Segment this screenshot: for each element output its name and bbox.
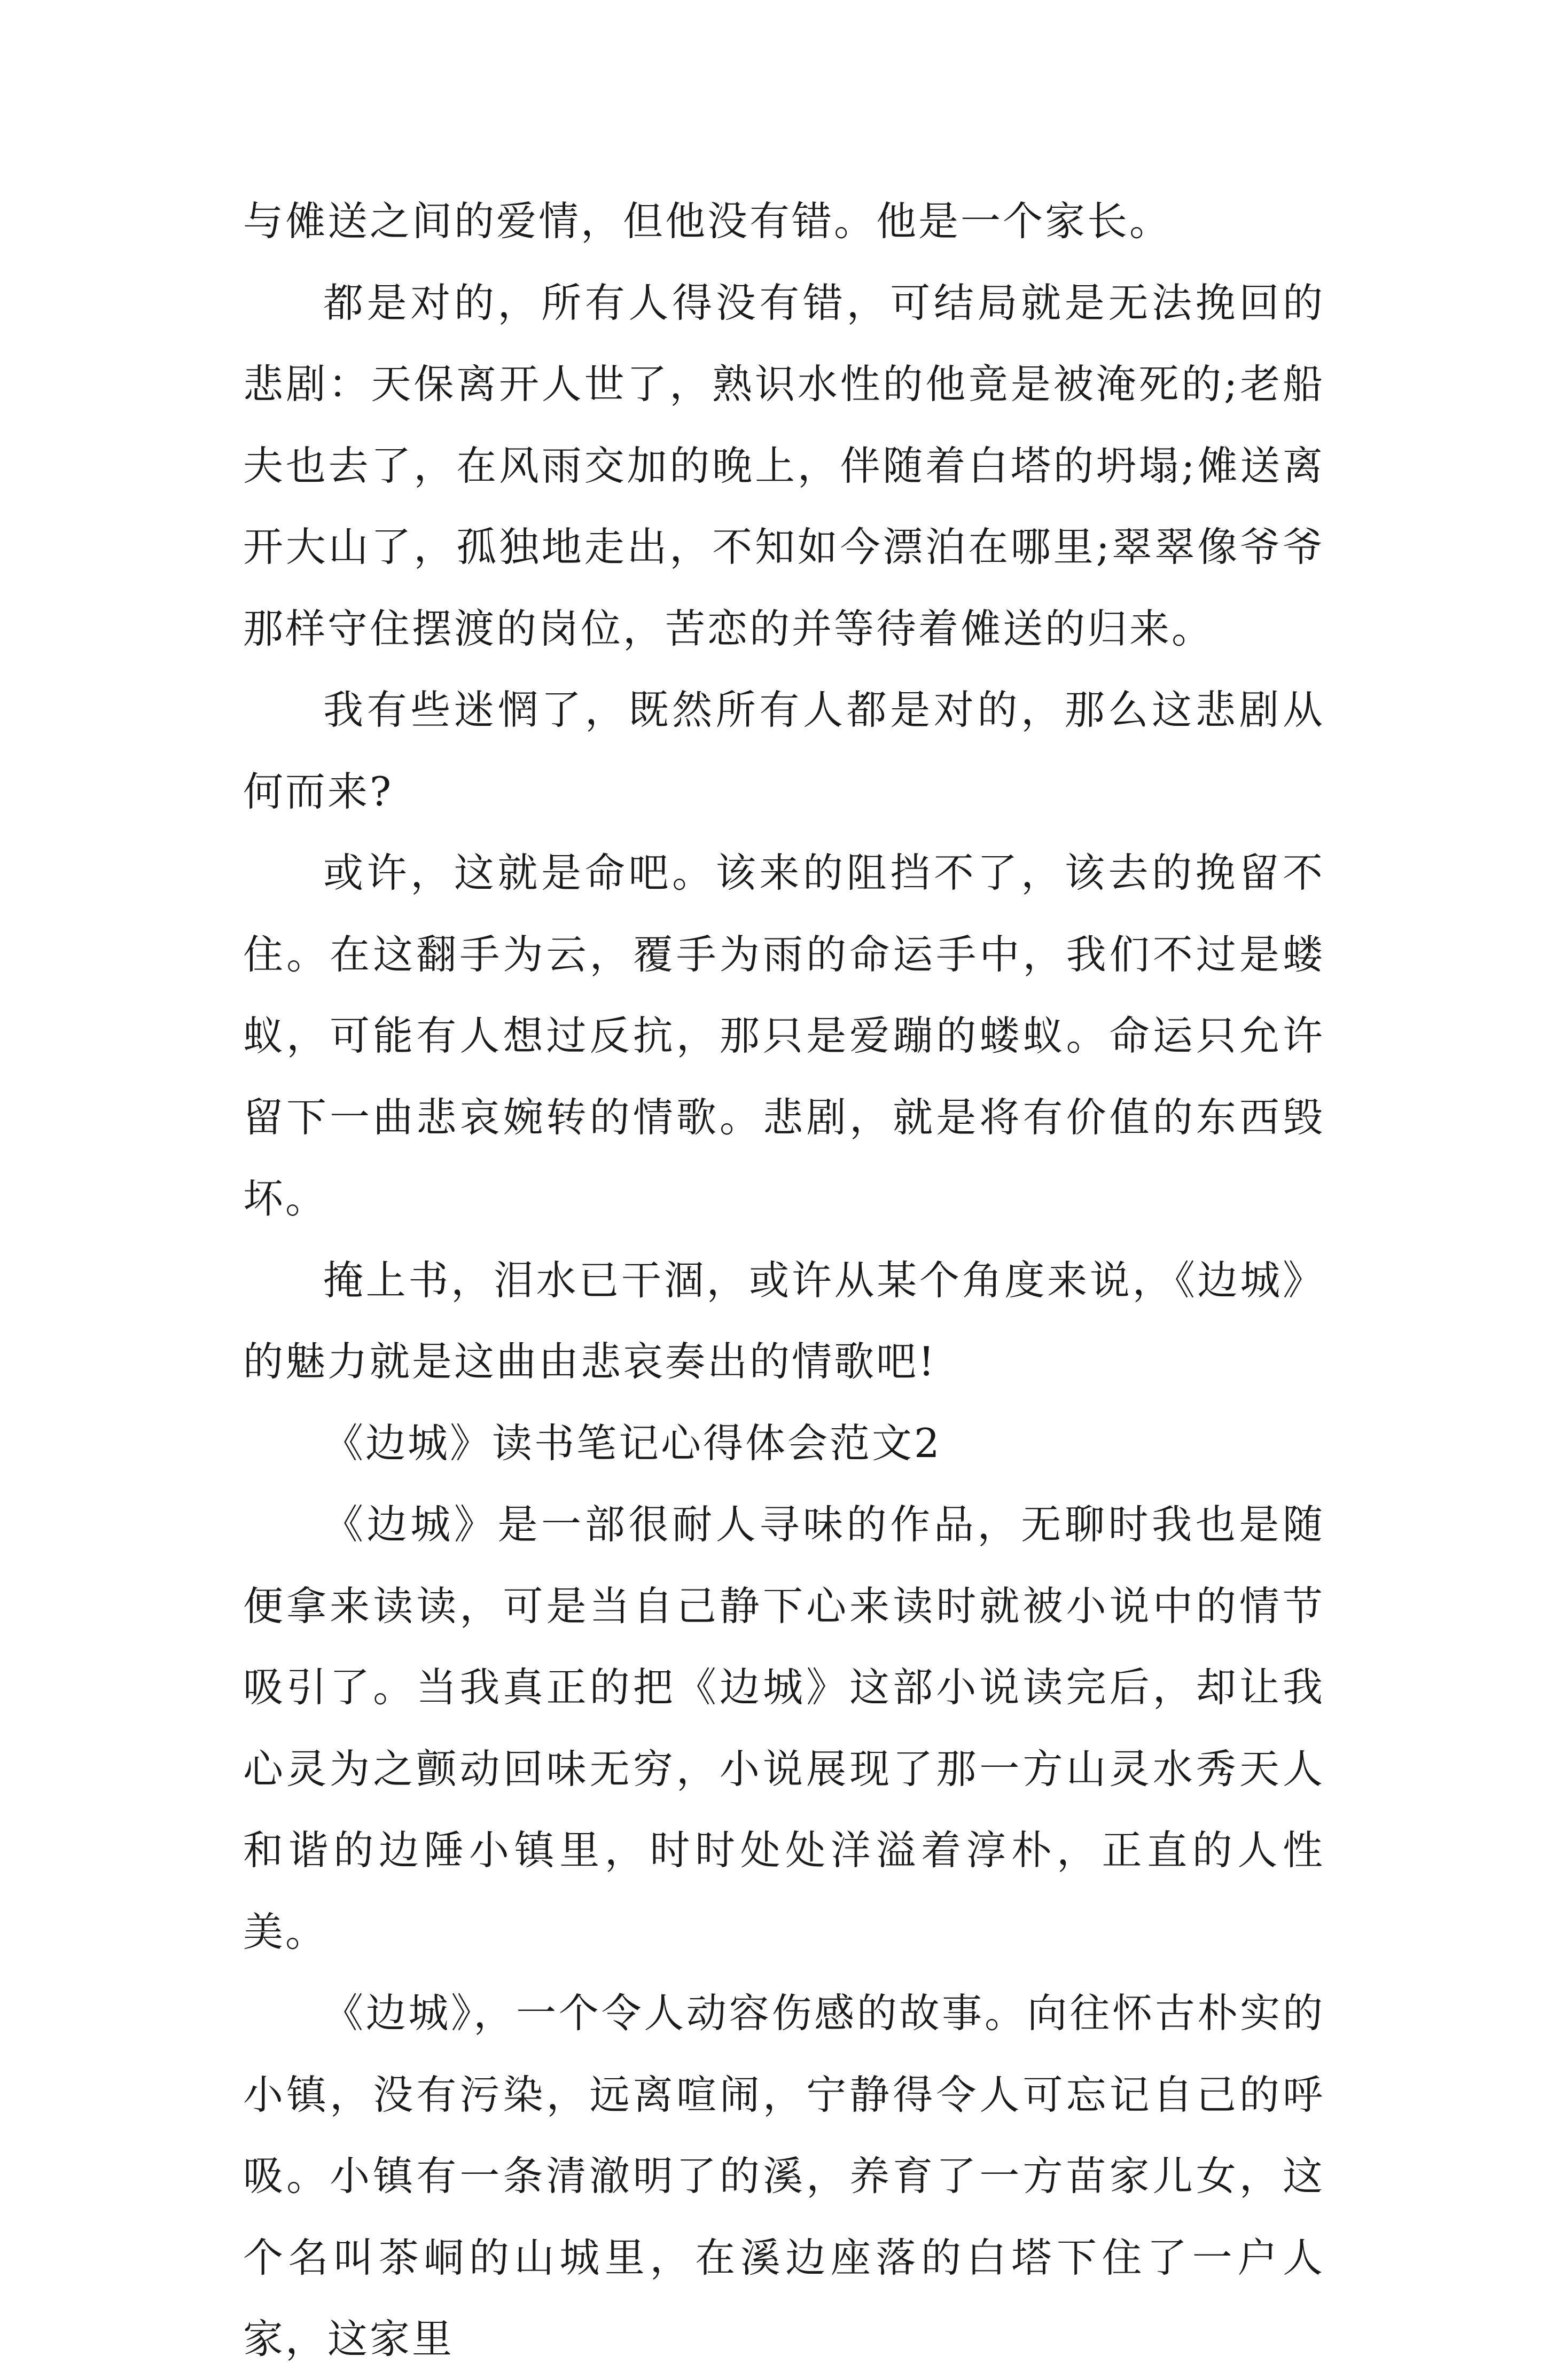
paragraph: 或许，这就是命吧。该来的阻挡不了，该去的挽留不住。在这翻手为云，覆手为雨的命运手中，我们不过是蝼蚁，可能有人想过反抗，那只是爱蹦的蝼蚁。命运只允许留下一曲悲哀婉转的情歌。悲剧，就是将有价值的东西毁坏。 [243,849,1325,1222]
paragraph: 《边城》，一个令人动容伤感的故事。向往怀古朴实的小镇，没有污染，远离喧闹，宁静得令人可忘记自己的呼吸。小镇有一条清澈明了的溪，养育了一方苗家儿女，这个名叫茶峒的山城里，在溪边座落的白塔下住了一户人家，这家里 [243,1990,1325,2362]
document-body [243,181,1325,2380]
paragraph: 《边城》是一部很耐人寻味的作品，无聊时我也是随便拿来读读，可是当自己静下心来读时就被小说中的情节吸引了。当我真正的把《边城》这部小说读完后，却让我心灵为之颤动回味无穷，小说展现了那一方山灵水秀天人和谐的边陲小镇里，时时处处洋溢着淳朴，正直的人性美。 [243,1501,1325,1955]
section-heading: 《边城》读书笔记心得体会范文2 [323,1419,942,1467]
paragraph: 都是对的，所有人得没有错，可结局就是无法挽回的悲剧：天保离开人世了，熟识水性的他竟是被淹死的;老船夫也去了，在风雨交加的晚上，伴随着白塔的坍塌;傩送离开大山了，孤独地走出，不知如今漂泊在哪里;翠翠像爷爷那样守住摆渡的岗位，苦恋的并等待着傩送的归来。 [243,279,1325,652]
paragraph: 掩上书，泪水已干涸，或许从某个角度来说，《边城》的魅力就是这曲由悲哀奏出的情歌吧! [243,1256,1325,1385]
paragraph-continuation: 与傩送之间的爱情，但他没有错。他是一个家长。 [243,198,1172,245]
paragraph: 我有些迷惘了，既然所有人都是对的，那么这悲剧从何而来? [243,686,1325,815]
